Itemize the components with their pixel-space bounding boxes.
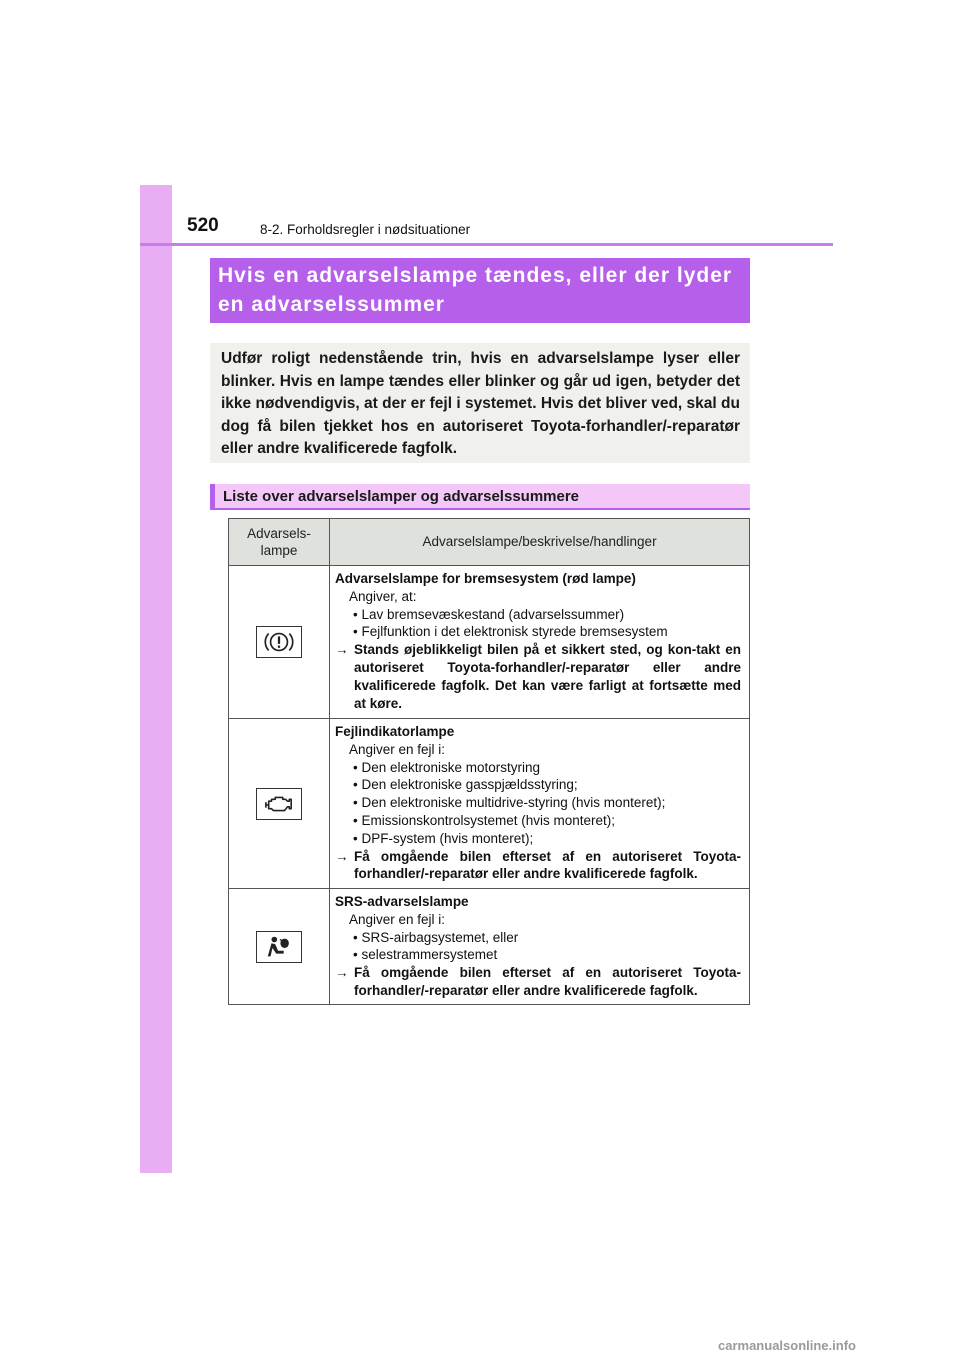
lamp-name: SRS-advarselslampe — [335, 894, 469, 909]
arrow-icon: → — [335, 848, 349, 864]
list-subheading — [210, 484, 750, 510]
arrow-icon: → — [335, 965, 349, 981]
lamp-icon-cell — [229, 566, 330, 719]
section-title: Hvis en advarselslampe tændes, eller der lyder en advarselssummer — [218, 264, 733, 316]
list-item: • Den elektroniske gasspjældsstyring; — [335, 776, 741, 794]
engine-check-icon — [256, 788, 302, 820]
list-item: • Den elektroniske motorstyring — [335, 759, 741, 777]
intro-text: Udfør roligt nedenstående trin, hvis en advarselslampe lyser eller blinker. Hvis en lampe tændes eller blinker og går ud igen, betyder det ikke nødvendigvis, at der er fejl i systemet. Hvis det bliver ved, skal du dog få bilen tjekket hos en autoriseret Toyota-forhandler/-reparatør eller andre kvalificerede fagfolk. — [221, 350, 740, 457]
section-title-box — [210, 258, 750, 323]
lamp-description-cell — [330, 889, 750, 1005]
table-row — [229, 889, 750, 1005]
arrow-icon: → — [335, 642, 349, 658]
lamp-description-cell — [330, 566, 750, 719]
lamp-action: → Få omgående bilen efterset af en autoriseret Toyota-forhandler/-reparatør eller andre kvalificerede fagfolk. — [335, 965, 741, 998]
page-number: 520 — [187, 215, 219, 236]
list-item: • Den elektroniske multidrive-styring (hvis monteret); — [335, 794, 741, 812]
column-header-description: Advarselslampe/beskrivelse/handlinger — [330, 519, 750, 566]
lamp-intro: Angiver en fejl i: — [349, 911, 446, 927]
warning-lamp-table — [228, 518, 750, 1005]
lamp-icon-cell — [229, 719, 330, 889]
intro-box — [210, 343, 750, 463]
column-header-lamp: Advarsels-lampe — [229, 519, 330, 566]
srs-airbag-icon — [256, 931, 302, 963]
lamp-icon-cell — [229, 889, 330, 1005]
side-color-strip — [140, 185, 172, 1173]
list-item: • selestrammersystemet — [335, 946, 741, 964]
list-item: • SRS-airbagsystemet, eller — [335, 929, 741, 947]
list-item: • Emissionskontrolsystemet (hvis monteret); — [335, 812, 741, 830]
brake-warning-icon — [256, 626, 302, 658]
table-row — [229, 566, 750, 719]
list-item: • DPF-system (hvis monteret); — [335, 830, 741, 848]
section-reference: 8-2. Forholdsregler i nødsituationer — [260, 222, 471, 237]
lamp-name: Advarselslampe for bremsesystem (rød lampe) — [335, 571, 636, 586]
lamp-action: → Stands øjeblikkeligt bilen på et sikkert sted, og kon-takt en autoriseret Toyota-forhandler/-reparatør eller andre kvalificerede fagfolk. Det kan være farligt at fortsætte med at køre. — [335, 642, 741, 711]
watermark: carmanualsonline.info — [718, 1338, 856, 1353]
lamp-action: → Få omgående bilen efterset af en autoriseret Toyota-forhandler/-reparatør eller andre kvalificerede fagfolk. — [335, 848, 741, 882]
list-item: • Fejlfunktion i det elektronisk styrede bremsesystem — [335, 623, 741, 641]
table-header-row — [229, 519, 750, 566]
lamp-intro: Angiver en fejl i: — [349, 741, 446, 757]
lamp-intro: Angiver, at: — [349, 588, 417, 604]
list-item: • Lav bremsevæskestand (advarselssummer) — [335, 606, 741, 624]
lamp-name: Fejlindikatorlampe — [335, 724, 455, 739]
list-subheading-text: Liste over advarselslamper og advarselssummere — [223, 488, 580, 505]
table-row — [229, 719, 750, 889]
header-divider — [140, 243, 833, 246]
lamp-description-cell — [330, 719, 750, 889]
